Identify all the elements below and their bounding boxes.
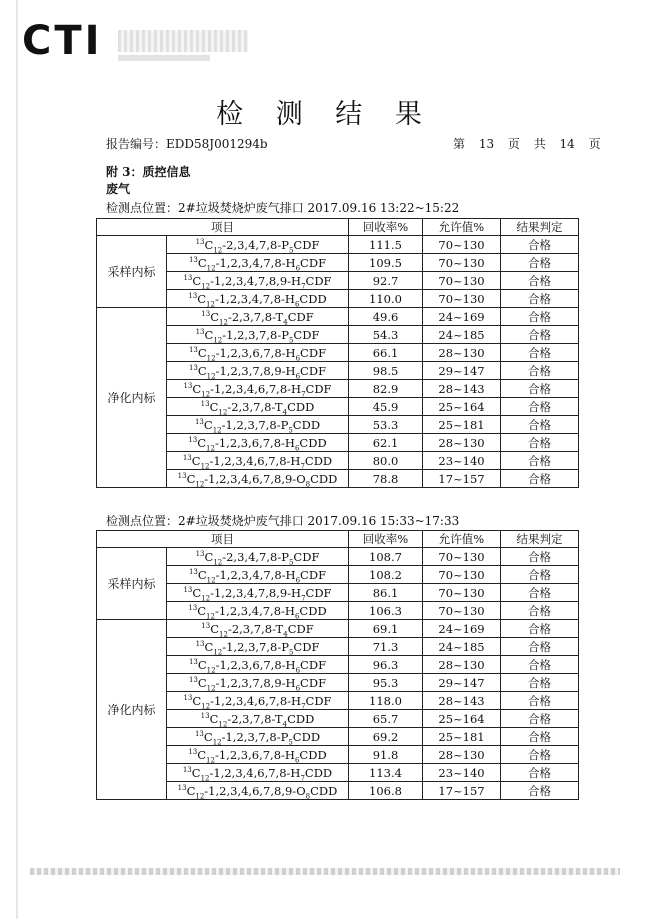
isotope-superscript: 13 — [177, 471, 187, 480]
result-cell: 合格 — [501, 548, 579, 566]
allowed-cell: 23~140 — [423, 452, 501, 470]
group-label: 净化内标 — [97, 308, 167, 488]
item-cell: $^{13}C_{12}-1,2,3,7,8,9-H_6CDF$ — [167, 362, 349, 380]
item-cell: $^{13}C_{12}-1,2,3,6,7,8-H_6CDD$ — [167, 746, 349, 764]
appendix-heading: 附 3：质控信息 — [106, 165, 191, 179]
isotope-superscript: 13 — [183, 693, 193, 702]
table-row — [97, 764, 579, 782]
recovery-cell: 69.2 — [349, 728, 423, 746]
isotope-superscript: 13 — [195, 549, 205, 558]
allowed-cell: 28~130 — [423, 656, 501, 674]
recovery-cell: 111.5 — [349, 236, 423, 254]
allowed-cell: 29~147 — [423, 674, 501, 692]
result-cell: 合格 — [501, 452, 579, 470]
allowed-cell: 24~185 — [423, 638, 501, 656]
recovery-cell: 80.0 — [349, 452, 423, 470]
item-cell: $^{13}C_{12}-1,2,3,4,7,8-H_6CDF$ — [167, 566, 349, 584]
isotope-superscript: 13 — [188, 363, 198, 372]
table-header-row — [97, 219, 579, 236]
result-cell: 合格 — [501, 290, 579, 308]
result-cell: 合格 — [501, 692, 579, 710]
table-row — [97, 584, 579, 602]
recovery-cell: 71.3 — [349, 638, 423, 656]
recovery-cell: 86.1 — [349, 584, 423, 602]
report-number: 报告编号：EDD58J001294b — [106, 137, 268, 151]
item-cell: $^{13}C_{12}-1,2,3,4,6,7,8-H_7CDD$ — [167, 764, 349, 782]
table-row — [97, 638, 579, 656]
qc-table-1 — [96, 218, 579, 488]
allowed-cell: 70~130 — [423, 602, 501, 620]
allowed-cell: 29~147 — [423, 362, 501, 380]
table-row — [97, 620, 579, 638]
item-cell: $^{13}C_{12}-1,2,3,6,7,8-H_6CDF$ — [167, 656, 349, 674]
recovery-cell: 106.3 — [349, 602, 423, 620]
table-row — [97, 362, 579, 380]
isotope-superscript: 13 — [182, 453, 192, 462]
item-cell: $^{13}C_{12}-1,2,3,7,8-P_5CDD$ — [167, 416, 349, 434]
result-cell: 合格 — [501, 344, 579, 362]
allowed-cell: 28~130 — [423, 344, 501, 362]
header-item: 项目 — [97, 531, 349, 548]
isotope-superscript: 13 — [188, 675, 198, 684]
allowed-cell: 28~143 — [423, 692, 501, 710]
table-row — [97, 416, 579, 434]
isotope-superscript: 13 — [188, 255, 198, 264]
recovery-cell: 54.3 — [349, 326, 423, 344]
allowed-cell: 70~130 — [423, 236, 501, 254]
result-cell: 合格 — [501, 602, 579, 620]
isotope-superscript: 13 — [183, 273, 193, 282]
result-cell: 合格 — [501, 764, 579, 782]
table-row — [97, 782, 579, 800]
group-label: 采样内标 — [97, 236, 167, 308]
recovery-cell: 49.6 — [349, 308, 423, 326]
recovery-cell: 78.8 — [349, 470, 423, 488]
recovery-cell: 110.0 — [349, 290, 423, 308]
allowed-cell: 70~130 — [423, 272, 501, 290]
item-cell: $^{13}C_{12}-1,2,3,4,7,8,9-H_7CDF$ — [167, 272, 349, 290]
result-cell: 合格 — [501, 254, 579, 272]
isotope-superscript: 13 — [188, 657, 198, 666]
item-cell: $^{13}C_{12}-2,3,4,7,8-P_5CDF$ — [167, 548, 349, 566]
table-row — [97, 344, 579, 362]
category-heading: 废气 — [106, 182, 131, 196]
recovery-cell: 118.0 — [349, 692, 423, 710]
recovery-cell: 96.3 — [349, 656, 423, 674]
isotope-superscript: 13 — [194, 417, 204, 426]
header-recovery: 回收率% — [349, 531, 423, 548]
header-result: 结果判定 — [501, 219, 579, 236]
recovery-cell: 106.8 — [349, 782, 423, 800]
result-cell: 合格 — [501, 728, 579, 746]
table-row — [97, 566, 579, 584]
table-row — [97, 236, 579, 254]
allowed-cell: 70~130 — [423, 566, 501, 584]
result-cell: 合格 — [501, 272, 579, 290]
result-cell: 合格 — [501, 470, 579, 488]
table-row — [97, 434, 579, 452]
result-cell: 合格 — [501, 416, 579, 434]
result-cell: 合格 — [501, 434, 579, 452]
allowed-cell: 24~185 — [423, 326, 501, 344]
table-row — [97, 470, 579, 488]
recovery-cell: 91.8 — [349, 746, 423, 764]
allowed-cell: 24~169 — [423, 620, 501, 638]
item-cell: $^{13}C_{12}-2,3,4,7,8-P_5CDF$ — [167, 236, 349, 254]
item-cell: $^{13}C_{12}-1,2,3,7,8-P_5CDF$ — [167, 638, 349, 656]
item-cell: $^{13}C_{12}-2,3,7,8-T_4CDD$ — [167, 398, 349, 416]
isotope-superscript: 13 — [194, 729, 204, 738]
allowed-cell: 24~169 — [423, 308, 501, 326]
table-row — [97, 398, 579, 416]
logo-subtitle-smudge — [118, 55, 210, 61]
allowed-cell: 17~157 — [423, 470, 501, 488]
item-cell: $^{13}C_{12}-2,3,7,8-T_4CDF$ — [167, 308, 349, 326]
item-cell: $^{13}C_{12}-1,2,3,4,6,7,8-H_7CDD$ — [167, 452, 349, 470]
isotope-superscript: 13 — [188, 567, 198, 576]
table-row — [97, 254, 579, 272]
header-item: 项目 — [97, 219, 349, 236]
item-cell: $^{13}C_{12}-2,3,7,8-T_4CDF$ — [167, 620, 349, 638]
isotope-superscript: 13 — [195, 237, 205, 246]
recovery-cell: 108.2 — [349, 566, 423, 584]
allowed-cell: 28~130 — [423, 434, 501, 452]
isotope-superscript: 13 — [201, 309, 211, 318]
group-label: 采样内标 — [97, 548, 167, 620]
recovery-cell: 98.5 — [349, 362, 423, 380]
item-cell: $^{13}C_{12}-1,2,3,7,8-P_5CDD$ — [167, 728, 349, 746]
result-cell: 合格 — [501, 674, 579, 692]
item-cell: $^{13}C_{12}-1,2,3,4,7,8-H_6CDF$ — [167, 254, 349, 272]
item-cell: $^{13}C_{12}-1,2,3,4,6,7,8,9-O_8CDD$ — [167, 782, 349, 800]
header-allowed: 允许值% — [423, 219, 501, 236]
item-cell: $^{13}C_{12}-1,2,3,4,7,8-H_6CDD$ — [167, 602, 349, 620]
allowed-cell: 28~130 — [423, 746, 501, 764]
isotope-superscript: 13 — [188, 603, 198, 612]
qc-table-2 — [96, 530, 579, 800]
recovery-cell: 65.7 — [349, 710, 423, 728]
isotope-superscript: 13 — [195, 639, 205, 648]
isotope-superscript: 13 — [183, 585, 193, 594]
item-cell: $^{13}C_{12}-1,2,3,6,7,8-H_6CDF$ — [167, 344, 349, 362]
table-row — [97, 710, 579, 728]
allowed-cell: 25~164 — [423, 398, 501, 416]
table-header-row — [97, 531, 579, 548]
footer-smudge — [30, 868, 620, 875]
item-cell: $^{13}C_{12}-2,3,7,8-T_4CDD$ — [167, 710, 349, 728]
table-row — [97, 746, 579, 764]
recovery-cell: 108.7 — [349, 548, 423, 566]
table-row — [97, 308, 579, 326]
table-row — [97, 272, 579, 290]
table-row — [97, 326, 579, 344]
page-title: 检 测 结 果 — [216, 99, 434, 130]
isotope-superscript: 13 — [200, 711, 210, 720]
recovery-cell: 53.3 — [349, 416, 423, 434]
allowed-cell: 70~130 — [423, 290, 501, 308]
header-result: 结果判定 — [501, 531, 579, 548]
table-row — [97, 656, 579, 674]
table-row — [97, 692, 579, 710]
allowed-cell: 70~130 — [423, 584, 501, 602]
isotope-superscript: 13 — [182, 765, 192, 774]
item-cell: $^{13}C_{12}-1,2,3,4,6,7,8-H_7CDF$ — [167, 380, 349, 398]
allowed-cell: 25~181 — [423, 416, 501, 434]
table-row — [97, 674, 579, 692]
result-cell: 合格 — [501, 638, 579, 656]
isotope-superscript: 13 — [188, 747, 198, 756]
item-cell: $^{13}C_{12}-1,2,3,4,6,7,8,9-O_8CDD$ — [167, 470, 349, 488]
result-cell: 合格 — [501, 236, 579, 254]
location-line-1: 检测点位置：2#垃圾焚烧炉废气排口 2017.09.16 13:22~15:22 — [106, 201, 460, 215]
result-cell: 合格 — [501, 620, 579, 638]
allowed-cell: 25~164 — [423, 710, 501, 728]
isotope-superscript: 13 — [188, 291, 198, 300]
result-cell: 合格 — [501, 656, 579, 674]
scan-fold-line — [16, 0, 18, 919]
result-cell: 合格 — [501, 398, 579, 416]
table-row — [97, 380, 579, 398]
result-cell: 合格 — [501, 584, 579, 602]
group-label: 净化内标 — [97, 620, 167, 800]
result-cell: 合格 — [501, 566, 579, 584]
result-cell: 合格 — [501, 746, 579, 764]
isotope-superscript: 13 — [201, 621, 211, 630]
result-cell: 合格 — [501, 308, 579, 326]
result-cell: 合格 — [501, 782, 579, 800]
page-number: 第 13 页 共 14 页 — [453, 137, 601, 151]
logo-wordmark-smudge — [118, 30, 248, 52]
table-row — [97, 290, 579, 308]
recovery-cell: 82.9 — [349, 380, 423, 398]
item-cell: $^{13}C_{12}-1,2,3,4,7,8-H_6CDD$ — [167, 290, 349, 308]
location-line-2: 检测点位置：2#垃圾焚烧炉废气排口 2017.09.16 15:33~17:33 — [106, 514, 460, 528]
recovery-cell: 69.1 — [349, 620, 423, 638]
result-cell: 合格 — [501, 362, 579, 380]
header-allowed: 允许值% — [423, 531, 501, 548]
recovery-cell: 95.3 — [349, 674, 423, 692]
recovery-cell: 62.1 — [349, 434, 423, 452]
isotope-superscript: 13 — [195, 327, 205, 336]
result-cell: 合格 — [501, 710, 579, 728]
result-cell: 合格 — [501, 380, 579, 398]
recovery-cell: 109.5 — [349, 254, 423, 272]
company-logo: CTI — [22, 18, 103, 64]
result-cell: 合格 — [501, 326, 579, 344]
item-cell: $^{13}C_{12}-1,2,3,4,6,7,8-H_7CDF$ — [167, 692, 349, 710]
allowed-cell: 25~181 — [423, 728, 501, 746]
item-cell: $^{13}C_{12}-1,2,3,4,7,8,9-H_7CDF$ — [167, 584, 349, 602]
header-recovery: 回收率% — [349, 219, 423, 236]
allowed-cell: 70~130 — [423, 548, 501, 566]
recovery-cell: 113.4 — [349, 764, 423, 782]
table-row — [97, 548, 579, 566]
item-cell: $^{13}C_{12}-1,2,3,7,8,9-H_6CDF$ — [167, 674, 349, 692]
allowed-cell: 28~143 — [423, 380, 501, 398]
item-cell: $^{13}C_{12}-1,2,3,6,7,8-H_6CDD$ — [167, 434, 349, 452]
isotope-superscript: 13 — [200, 399, 210, 408]
recovery-cell: 92.7 — [349, 272, 423, 290]
isotope-superscript: 13 — [177, 783, 187, 792]
recovery-cell: 66.1 — [349, 344, 423, 362]
allowed-cell: 23~140 — [423, 764, 501, 782]
isotope-superscript: 13 — [183, 381, 193, 390]
allowed-cell: 70~130 — [423, 254, 501, 272]
item-cell: $^{13}C_{12}-1,2,3,7,8-P_5CDF$ — [167, 326, 349, 344]
table-row — [97, 452, 579, 470]
allowed-cell: 17~157 — [423, 782, 501, 800]
isotope-superscript: 13 — [188, 435, 198, 444]
recovery-cell: 45.9 — [349, 398, 423, 416]
isotope-superscript: 13 — [188, 345, 198, 354]
table-row — [97, 602, 579, 620]
table-row — [97, 728, 579, 746]
